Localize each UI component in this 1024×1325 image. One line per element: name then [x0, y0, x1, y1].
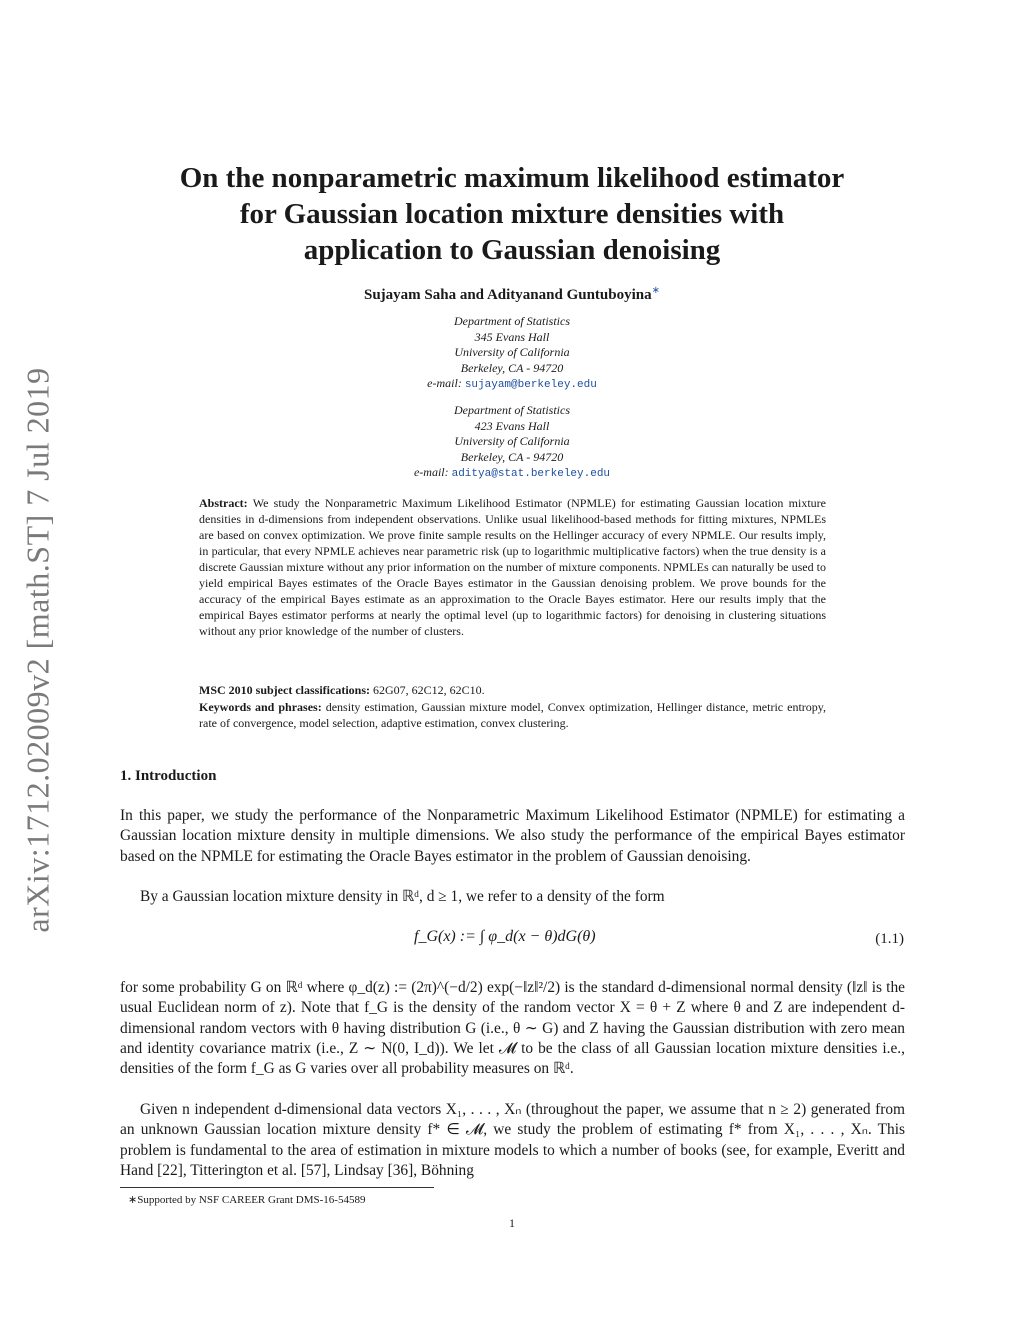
- title-line-3: application to Gaussian denoising: [303, 234, 721, 266]
- email-label: e-mail:: [413, 465, 449, 480]
- abstract: [199, 495, 826, 639]
- affiliation-1-univ: University of California: [454, 345, 570, 360]
- affiliation-2-address: 423 Evans Hall: [474, 418, 550, 433]
- footnote-rule: [120, 1187, 434, 1188]
- title-line-1: On the nonparametric maximum likelihood estimator: [179, 162, 845, 194]
- equation-number: (1.1): [875, 931, 904, 947]
- keywords-label: Keywords and phrases:: [199, 700, 322, 714]
- intro-paragraph-2: By a Gaussian location mixture density in ℝᵈ, d ≥ 1, we refer to a density of the form: [140, 888, 665, 905]
- page-number: 1: [509, 1216, 515, 1230]
- email-link-1[interactable]: sujayam@berkeley.edu: [464, 379, 597, 392]
- msc-label: MSC 2010 subject classifications:: [199, 683, 370, 697]
- author-names: Sujayam Saha and Adityanand Guntuboyina: [363, 287, 652, 303]
- title-line-2: for Gaussian location mixture densities with: [239, 198, 785, 230]
- intro-paragraph-1: In this paper, we study the performance of the Nonparametric Maximum Likelihood Estimator (NPMLE) for estimating a Gaussian location mixture density in multiple dimensions. We also study the performance of the empirical Bayes estimator based on the NPMLE for estimating the Oracle Bayes estimator in the problem of Gaussian denoising.: [120, 807, 905, 865]
- affiliation-2-email-row: [310, 465, 714, 483]
- keywords-text: density estimation, Gaussian mixture model, Convex optimization, Hellinger distance, metric entropy, rate of convergence, model selection, adaptive estimation, convex clustering.: [199, 700, 826, 730]
- abstract-label: Abstract:: [199, 496, 248, 510]
- intro-paragraph-3: for some probability G on ℝᵈ where φ_d(z) := (2π)^(−d/2) exp(−‖z‖²/2) is the standard d-dimensional normal density (‖z‖ is the usual Euclidean norm of z). Note that f_G is the density of the random vector X = θ + Z where θ and Z are independent d-dimensional random vectors with θ having distribution G (i.e., θ ∼ G) and Z having the Gaussian distribution with zero mean and identity covariance matrix (i.e., Z ∼ N(0, I_d)). We let 𝓜 to be the class of all Gaussian location mixture densities i.e., densities of the form f_G as G varies over all probability measures on ℝᵈ.: [120, 979, 905, 1078]
- affiliation-1-email-row: [310, 376, 714, 394]
- author-footnote-mark[interactable]: ∗: [651, 285, 660, 296]
- affiliation-1-dept: Department of Statistics: [454, 314, 570, 328]
- msc-text: 62G07, 62C12, 62C10.: [373, 683, 485, 697]
- affiliation-1: [310, 314, 714, 394]
- abstract-text: We study the Nonparametric Maximum Likelihood Estimator (NPMLE) for estimating Gaussian location mixture densities in d-dimensions from independent observations. Unlike usual likelihood-based methods for fitting mixtures, NPMLEs are based on convex optimization. We prove finite sample results on the Hellinger accuracy of every NPMLE. Our results imply, in particular, that every NPMLE achieves near parametric risk (up to logarithmic multiplicative factors) when the true density is a discrete Gaussian mixture without any prior information on the number of mixture components. NPMLEs can naturally be used to yield empirical Bayes estimates of the Oracle Bayes estimator in the Gaussian denoising problem. We prove bounds for the accuracy of the empirical Bayes estimate as an approximation to the Oracle Bayes estimator. Here our results imply that the empirical Bayes estimator performs at nearly the optimal level (up to logarithmic factors) for denoising in clustering situations without any prior knowledge of the number of clusters.: [199, 496, 826, 638]
- section-heading: 1. Introduction: [120, 768, 217, 784]
- msc-classifications: [199, 683, 826, 698]
- intro-paragraph-4: Given n independent d-dimensional data vectors X₁, . . . , Xₙ (throughout the paper, we assume that n ≥ 2) generated from an unknown Gaussian location mixture density f* ∈ 𝓜, we study the problem of estimating f* from X₁, . . . , Xₙ. This problem is fundamental to the area of estimation in mixture models to which a number of books (see, for example, Everitt and Hand [22], Titterington et al. [57], Lindsay [36], Böhning: [120, 1101, 905, 1179]
- arxiv-identifier: arXiv:1712.02009v2 [math.ST] 7 Jul 2019: [19, 367, 56, 933]
- affiliation-2-dept: Department of Statistics: [454, 403, 570, 417]
- affiliation-1-address: 345 Evans Hall: [474, 329, 550, 344]
- affiliation-1-city: Berkeley, CA - 94720: [460, 360, 564, 375]
- email-label: e-mail:: [427, 376, 462, 391]
- equation-1-1: f_G(x) := ∫ φ_d(x − θ)dG(θ): [414, 928, 596, 945]
- keywords: [199, 699, 826, 731]
- affiliation-2-city: Berkeley, CA - 94720: [460, 449, 564, 464]
- authors: [110, 285, 914, 304]
- email-link-2[interactable]: aditya@stat.berkeley.edu: [451, 468, 611, 481]
- affiliation-2: [310, 403, 714, 483]
- affiliation-2-univ: University of California: [454, 434, 570, 449]
- footnote: ∗Supported by NSF CAREER Grant DMS-16-54589: [128, 1194, 366, 1206]
- paper-title: [110, 160, 914, 268]
